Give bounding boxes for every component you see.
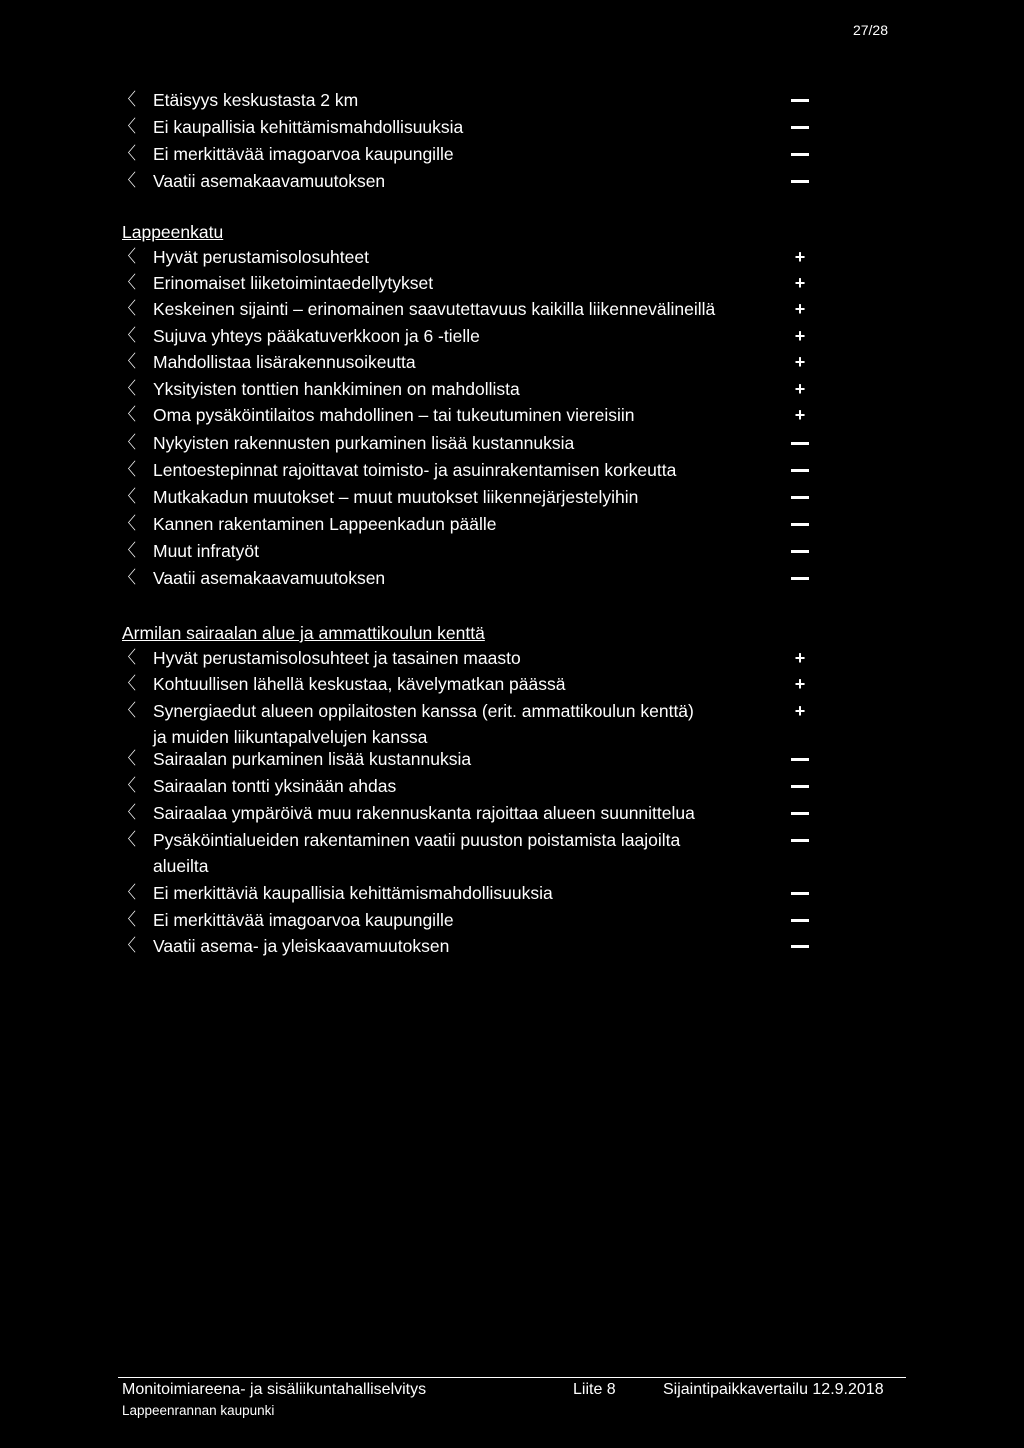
list-item (0, 673, 1024, 700)
list-item-text: Mutkakadun muutokset – muut muutokset liikennejärjestelyihin (153, 487, 639, 507)
list-item (0, 89, 1024, 116)
footer-title: Monitoimiareena- ja sisäliikuntahalliselvitys (122, 1381, 427, 1398)
list-item (0, 246, 1024, 273)
list-item-text: Synergiaedut alueen oppilaitosten kanssa (erit. ammattikoulun kenttä) (153, 701, 694, 721)
bullet-icon: 〈 (119, 379, 136, 398)
list-item (0, 351, 1024, 378)
bullet-icon: 〈 (119, 117, 136, 136)
minus-icon (791, 550, 809, 553)
list-item (0, 647, 1024, 674)
list-item (0, 272, 1024, 299)
list-item (0, 882, 1024, 909)
bullet-icon: 〈 (119, 749, 136, 768)
bullet-icon: 〈 (119, 803, 136, 822)
bullet-icon: 〈 (119, 405, 136, 424)
bullet-icon: 〈 (119, 273, 136, 292)
plus-icon: + (794, 674, 806, 694)
footer-attachment: Liite 8 (573, 1381, 616, 1398)
minus-icon (791, 180, 809, 183)
plus-icon: + (794, 701, 806, 721)
bullet-icon: 〈 (119, 830, 136, 849)
plus-icon: + (794, 648, 806, 668)
bullet-icon: 〈 (119, 514, 136, 533)
bullet-icon: 〈 (119, 910, 136, 929)
bullet-icon: 〈 (119, 326, 136, 345)
plus-icon: + (794, 352, 806, 372)
bullet-icon: 〈 (119, 433, 136, 452)
list-item (0, 459, 1024, 486)
minus-icon (791, 153, 809, 156)
bullet-icon: 〈 (119, 247, 136, 266)
list-item-text: Kohtuullisen lähellä keskustaa, kävelymatkan päässä (153, 674, 566, 694)
plus-icon: + (794, 326, 806, 346)
list-item-text: Hyvät perustamisolosuhteet (153, 247, 369, 267)
list-item-text: Kannen rakentaminen Lappeenkadun päälle (153, 514, 497, 534)
list-item (0, 540, 1024, 567)
bullet-icon: 〈 (119, 883, 136, 902)
list-item (0, 116, 1024, 143)
list-item (0, 567, 1024, 594)
minus-icon (791, 99, 809, 102)
list-item-text: Etäisyys keskustasta 2 km (153, 90, 359, 110)
minus-icon (791, 126, 809, 129)
list-item (0, 935, 1024, 962)
plus-icon: + (794, 299, 806, 319)
list-item-text: Vaatii asema- ja yleiskaavamuutoksen (153, 936, 450, 956)
minus-icon (791, 945, 809, 948)
bullet-icon: 〈 (119, 936, 136, 955)
list-item (0, 802, 1024, 829)
bullet-icon: 〈 (119, 460, 136, 479)
list-item (0, 486, 1024, 513)
footer-divider (118, 1377, 906, 1378)
plus-icon: + (794, 247, 806, 267)
list-item-text: Sujuva yhteys pääkatuverkkoon ja 6 -tielle (153, 326, 480, 346)
list-item (0, 432, 1024, 459)
list-item (0, 829, 1024, 876)
list-item (0, 298, 1024, 325)
section-heading: Armilan sairaalan alue ja ammattikoulun kenttä (122, 623, 485, 643)
minus-icon (791, 785, 809, 788)
minus-icon (791, 523, 809, 526)
list-item-text-continued: ja muiden liikuntapalvelujen kanssa (153, 727, 428, 747)
list-item-text: Ei merkittävää imagoarvoa kaupungille (153, 144, 454, 164)
bullet-icon: 〈 (119, 568, 136, 587)
minus-icon (791, 812, 809, 815)
plus-icon: + (794, 379, 806, 399)
bullet-icon: 〈 (119, 701, 136, 720)
bullet-icon: 〈 (119, 648, 136, 667)
list-item-text: Nykyisten rakennusten purkaminen lisää kustannuksia (153, 433, 575, 453)
bullet-icon: 〈 (119, 90, 136, 109)
list-item-text: Lentoestepinnat rajoittavat toimisto- ja asuinrakentamisen korkeutta (153, 460, 677, 480)
list-item (0, 143, 1024, 170)
bullet-icon: 〈 (119, 776, 136, 795)
list-item (0, 775, 1024, 802)
footer-document: Sijaintipaikkavertailu 12.9.2018 (663, 1381, 884, 1398)
list-item-text: Hyvät perustamisolosuhteet ja tasainen maasto (153, 648, 521, 668)
bullet-icon: 〈 (119, 299, 136, 318)
list-item-text: Keskeinen sijainti – erinomainen saavutettavuus kaikilla liikennevälineillä (153, 299, 716, 319)
list-item-text: Sairaalan tontti yksinään ahdas (153, 776, 397, 796)
minus-icon (791, 496, 809, 499)
list-item-text: Sairaalan purkaminen lisää kustannuksia (153, 749, 472, 769)
list-item-text: Pysäköintialueiden rakentaminen vaatii puuston poistamista laajoilta (153, 830, 681, 850)
list-item-text: Ei kaupallisia kehittämismahdollisuuksia (153, 117, 464, 137)
list-item (0, 170, 1024, 197)
footer-subtitle: Lappeenrannan kaupunki (122, 1403, 275, 1418)
bullet-icon: 〈 (119, 541, 136, 560)
list-item-text: Yksityisten tonttien hankkiminen on mahdollista (153, 379, 520, 399)
list-item (0, 700, 1024, 747)
list-item-text-continued: alueilta (153, 856, 209, 876)
bullet-icon: 〈 (119, 487, 136, 506)
minus-icon (791, 839, 809, 842)
bullet-icon: 〈 (119, 171, 136, 190)
minus-icon (791, 469, 809, 472)
list-item-text: Muut infratyöt (153, 541, 260, 561)
bullet-icon: 〈 (119, 352, 136, 371)
list-item (0, 748, 1024, 775)
list-item-text: Ei merkittävää imagoarvoa kaupungille (153, 910, 454, 930)
list-item-text: Vaatii asemakaavamuutoksen (153, 171, 386, 191)
list-item (0, 404, 1024, 431)
list-item (0, 378, 1024, 405)
plus-icon: + (794, 273, 806, 293)
section-heading: Lappeenkatu (122, 222, 224, 242)
list-item (0, 909, 1024, 936)
plus-icon: + (794, 405, 806, 425)
list-item-text: Erinomaiset liiketoimintaedellytykset (153, 273, 434, 293)
minus-icon (791, 577, 809, 580)
list-item-text: Vaatii asemakaavamuutoksen (153, 568, 386, 588)
list-item-text: Oma pysäköintilaitos mahdollinen – tai tukeutuminen viereisiin (153, 405, 635, 425)
page-number: 27/28 (852, 22, 888, 38)
minus-icon (791, 442, 809, 445)
list-item (0, 513, 1024, 540)
list-item-text: Sairaalaa ympäröivä muu rakennuskanta rajoittaa alueen suunnittelua (153, 803, 695, 823)
list-item-text: Mahdollistaa lisärakennusoikeutta (153, 352, 416, 372)
list-item-text: Ei merkittäviä kaupallisia kehittämismahdollisuuksia (153, 883, 553, 903)
minus-icon (791, 919, 809, 922)
bullet-icon: 〈 (119, 144, 136, 163)
minus-icon (791, 892, 809, 895)
list-item (0, 325, 1024, 352)
bullet-icon: 〈 (119, 674, 136, 693)
minus-icon (791, 758, 809, 761)
